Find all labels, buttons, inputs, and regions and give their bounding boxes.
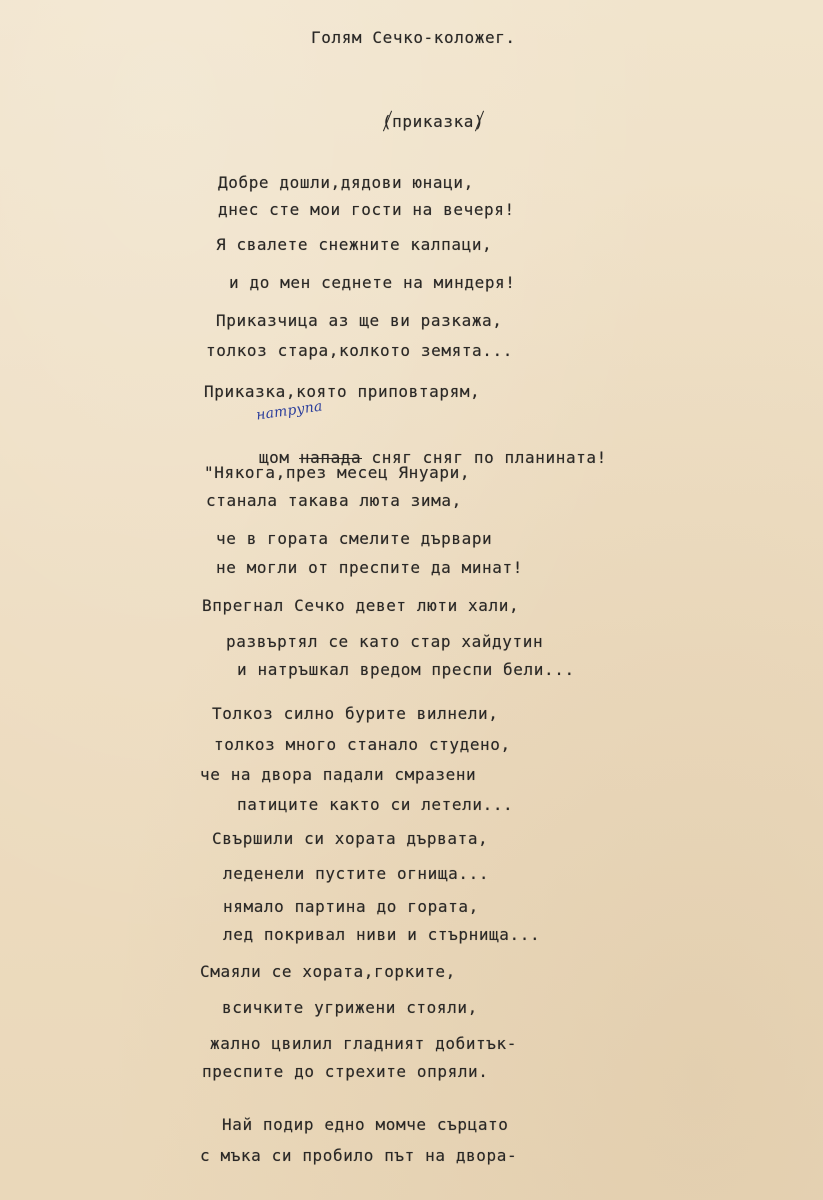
- poem-line: че в гората смелите дървари: [216, 529, 493, 548]
- page-title: Голям Сечко-коложег.: [311, 28, 516, 47]
- poem-line: леденели пустите огнища...: [223, 864, 490, 883]
- poem-line: Най подир едно момче сърцато: [222, 1115, 509, 1134]
- poem-line: Добре дошли,дядови юнаци,: [218, 173, 474, 192]
- subtitle-text: приказка: [392, 112, 475, 131]
- poem-line: Толкоз силно бурите вилнели,: [212, 704, 499, 723]
- poem-line: нямало партина до гората,: [223, 897, 479, 916]
- poem-line: толкоз много станало студено,: [214, 735, 511, 754]
- poem-line: жално цвилил гладният добитък-: [210, 1034, 517, 1053]
- poem-line: преспите до стрехите опряли.: [202, 1062, 489, 1081]
- poem-line: "Някога,през месец Януари,: [204, 463, 471, 482]
- poem-line: с мъка си пробило път на двора-: [200, 1146, 518, 1165]
- poem-line: Приказчица аз ще ви разкажа,: [216, 311, 503, 330]
- poem-line: лед покривал ниви и стърнища...: [223, 925, 541, 944]
- poem-line: станала такава люта зима,: [206, 491, 462, 510]
- poem-word: щом: [258, 448, 290, 467]
- poem-line: не могли от преспите да минат!: [216, 558, 523, 577]
- poem-line: всичките угрижени стояли,: [222, 998, 478, 1017]
- poem-line: Смаяли се хората,горките,: [200, 962, 456, 981]
- poem-line: днес сте мои гости на вечеря!: [218, 200, 515, 219]
- poem-line: Приказка,която приповтарям,: [204, 382, 481, 401]
- struck-word: нападa: [299, 448, 362, 467]
- page-subtitle: [341, 92, 484, 152]
- handwritten-correction: натрупа: [255, 398, 324, 424]
- poem-line: Я свалете снежните калпаци,: [216, 235, 493, 254]
- poem-line: че на двора падали смразени: [200, 765, 477, 784]
- poem-line: Впрегнал Сечко девет люти хали,: [202, 596, 520, 615]
- poem-line: патиците както си летели...: [237, 795, 514, 814]
- poem-line: Свършили си хората дървата,: [212, 829, 489, 848]
- deleted-mark-right: ): [474, 112, 485, 131]
- poem-line: и натръшкал вредом преспи бели...: [237, 660, 575, 679]
- poem-word: сняг сняг по планината!: [371, 448, 607, 467]
- deleted-mark-left: (: [381, 112, 393, 131]
- poem-line: толкоз стара,колкото земята...: [206, 341, 513, 360]
- poem-line: и до мен седнете на миндеря!: [229, 273, 516, 292]
- poem-line: развъртял се като стар хайдутин: [226, 632, 544, 651]
